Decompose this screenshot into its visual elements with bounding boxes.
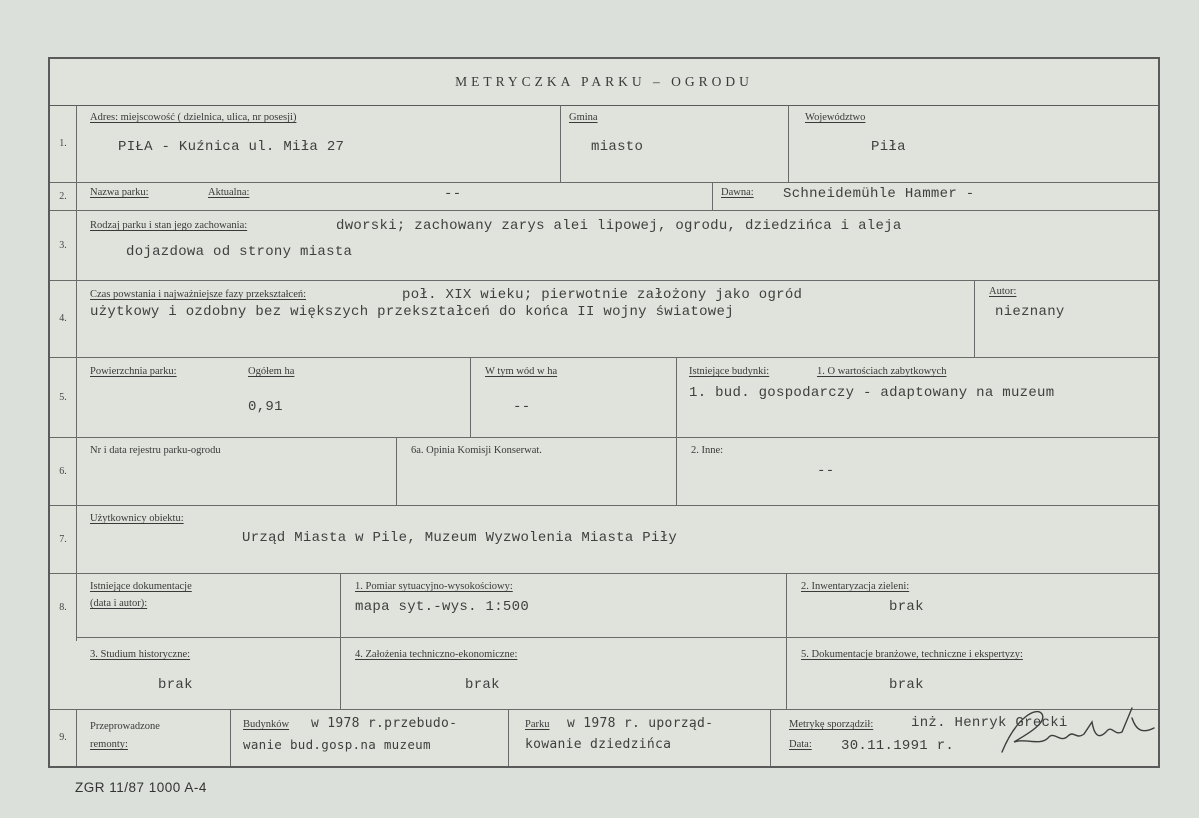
users-label: Użytkownicy obiektu: bbox=[90, 513, 184, 524]
park-type-label: Rodzaj parku i stan jego zachowania: bbox=[90, 220, 248, 231]
total-area-value: 0,91 bbox=[248, 399, 283, 415]
inventory-cell bbox=[786, 573, 1158, 637]
row-history bbox=[50, 280, 1158, 358]
tech-econ-label: 4. Założenia techniczno-ekonomiczne: bbox=[355, 649, 518, 660]
existing-docs-cell bbox=[76, 573, 340, 637]
park-type-value-line1: dworski; zachowany zarys alei lipowej, ogrodu, dziedzińca i aleja bbox=[336, 218, 902, 234]
park-type-value-line2: dojazdowa od strony miasta bbox=[126, 244, 353, 260]
former-name-value: Schneidemühle Hammer - bbox=[783, 186, 975, 202]
inventory-value: brak bbox=[889, 599, 924, 615]
buildings-sub-label: 1. O wartościach zabytkowych bbox=[817, 366, 947, 377]
history-cell bbox=[76, 280, 974, 357]
address-cell bbox=[76, 105, 560, 182]
date-label: Data: bbox=[789, 739, 812, 750]
history-study-cell bbox=[76, 637, 340, 709]
building-repairs-label: Budynków bbox=[243, 719, 290, 730]
author-value: nieznany bbox=[995, 304, 1065, 320]
history-value-line2: użytkowy i ozdobny bez większych przekształceń do końca II wojny światowej bbox=[90, 304, 734, 320]
park-repairs-value-2: kowanie dziedzińca bbox=[525, 737, 672, 752]
existing-docs-label-1: Istniejące dokumentacje bbox=[90, 581, 192, 592]
area-cell bbox=[76, 357, 470, 437]
history-label: Czas powstania i najważniejsze fazy przekształceń: bbox=[90, 289, 307, 300]
current-name-value: -- bbox=[444, 186, 462, 202]
row-number: 2. bbox=[50, 182, 77, 210]
row-area bbox=[50, 357, 1158, 438]
branch-docs-label: 5. Dokumentacje branżowe, techniczne i ekspertyzy: bbox=[801, 649, 1023, 660]
former-name-label: Dawna: bbox=[721, 187, 754, 198]
gmina-label: Gmina bbox=[569, 112, 598, 123]
signature-image bbox=[982, 694, 1162, 764]
repairs-label-1: Przeprowadzone bbox=[90, 721, 160, 732]
other-value: -- bbox=[817, 463, 835, 479]
current-name-cell bbox=[76, 182, 712, 210]
repairs-label-2: remonty: bbox=[90, 739, 128, 750]
address-label: Adres: miejscowość ( dzielnica, ulica, nr posesji) bbox=[90, 112, 297, 123]
survey-cell bbox=[340, 573, 786, 637]
area-label: Powierzchnia parku: bbox=[90, 366, 177, 377]
total-area-label: Ogółem ha bbox=[248, 366, 295, 377]
voivodeship-value: Piła bbox=[871, 139, 906, 155]
voivodeship-cell bbox=[788, 105, 1158, 182]
author-label: Autor: bbox=[989, 286, 1017, 297]
survey-label: 1. Pomiar sytuacyjno-wysokościowy: bbox=[355, 581, 513, 592]
row-number: 5. bbox=[50, 357, 77, 437]
register-label: Nr i data rejestru parku-ogrodu bbox=[90, 445, 221, 456]
history-study-label: 3. Studium historyczne: bbox=[90, 649, 191, 660]
buildings-label: Istniejące budynki: bbox=[689, 366, 770, 377]
park-repairs-cell bbox=[508, 709, 770, 766]
park-type-cell bbox=[76, 210, 1158, 280]
water-area-cell bbox=[470, 357, 676, 437]
address-value: PIŁA - Kuźnica ul. Miła 27 bbox=[118, 139, 345, 155]
opinion-cell bbox=[396, 437, 676, 505]
park-repairs-value-1: w 1978 r. uporząd- bbox=[567, 716, 714, 731]
row-users bbox=[50, 505, 1158, 574]
form-code-footer: ZGR 11/87 1000 A-4 bbox=[75, 780, 207, 795]
card-title: METRYCZKA PARKU – OGRODU bbox=[50, 59, 1158, 106]
water-area-label: W tym wód w ha bbox=[485, 366, 558, 377]
survey-value: mapa syt.-wys. 1:500 bbox=[355, 599, 530, 615]
date-value: 30.11.1991 r. bbox=[841, 738, 955, 754]
water-area-value: -- bbox=[513, 399, 531, 415]
row-number: 9. bbox=[50, 709, 77, 766]
row-number: 1. bbox=[50, 105, 77, 182]
register-cell bbox=[76, 437, 396, 505]
author-cell bbox=[974, 280, 1158, 357]
buildings-value: 1. bud. gospodarczy - adaptowany na muzeum bbox=[689, 385, 1055, 401]
row-park-name bbox=[50, 182, 1158, 211]
history-value-line1: poł. XIX wieku; pierwotnie założony jako ogród bbox=[402, 287, 803, 303]
tech-econ-value: brak bbox=[465, 677, 500, 693]
gmina-cell bbox=[560, 105, 788, 182]
repairs-cell bbox=[76, 709, 230, 766]
park-repairs-label: Parku bbox=[525, 719, 550, 730]
row-address bbox=[50, 105, 1158, 183]
row-register bbox=[50, 437, 1158, 506]
row-number: 8. bbox=[50, 573, 77, 641]
other-label: 2. Inne: bbox=[691, 445, 724, 456]
inventory-label: 2. Inwentaryzacja zieleni: bbox=[801, 581, 910, 592]
row-number: 6. bbox=[50, 437, 77, 505]
park-record-card bbox=[48, 57, 1160, 768]
row-documentation bbox=[50, 573, 1158, 710]
voivodeship-label: Województwo bbox=[805, 112, 866, 123]
park-name-label: Nazwa parku: bbox=[90, 187, 149, 198]
row-number: 7. bbox=[50, 505, 77, 573]
building-repairs-cell bbox=[230, 709, 508, 766]
other-cell bbox=[676, 437, 1158, 505]
prepared-by-value: inż. Henryk Grecki bbox=[911, 715, 1068, 731]
row-park-type bbox=[50, 210, 1158, 281]
row-number: 4. bbox=[50, 280, 77, 357]
gmina-value: miasto bbox=[591, 139, 644, 155]
building-repairs-value-1: w 1978 r.przebudo- bbox=[311, 716, 458, 731]
users-cell bbox=[76, 505, 1158, 573]
opinion-label: 6a. Opinia Komisji Konserwat. bbox=[411, 445, 542, 456]
tech-econ-cell bbox=[340, 637, 786, 709]
row-number: 3. bbox=[50, 210, 77, 280]
current-name-label: Aktualna: bbox=[208, 187, 250, 198]
building-repairs-value-2: wanie bud.gosp.na muzeum bbox=[243, 737, 431, 752]
former-name-cell bbox=[712, 182, 1158, 210]
buildings-cell bbox=[676, 357, 1158, 437]
users-value: Urząd Miasta w Pile, Muzeum Wyzwolenia Miasta Piły bbox=[242, 530, 678, 546]
existing-docs-label-2: (data i autor): bbox=[90, 598, 148, 609]
branch-docs-value: brak bbox=[889, 677, 924, 693]
prepared-by-label: Metrykę sporządził: bbox=[789, 719, 874, 730]
history-study-value: brak bbox=[158, 677, 193, 693]
